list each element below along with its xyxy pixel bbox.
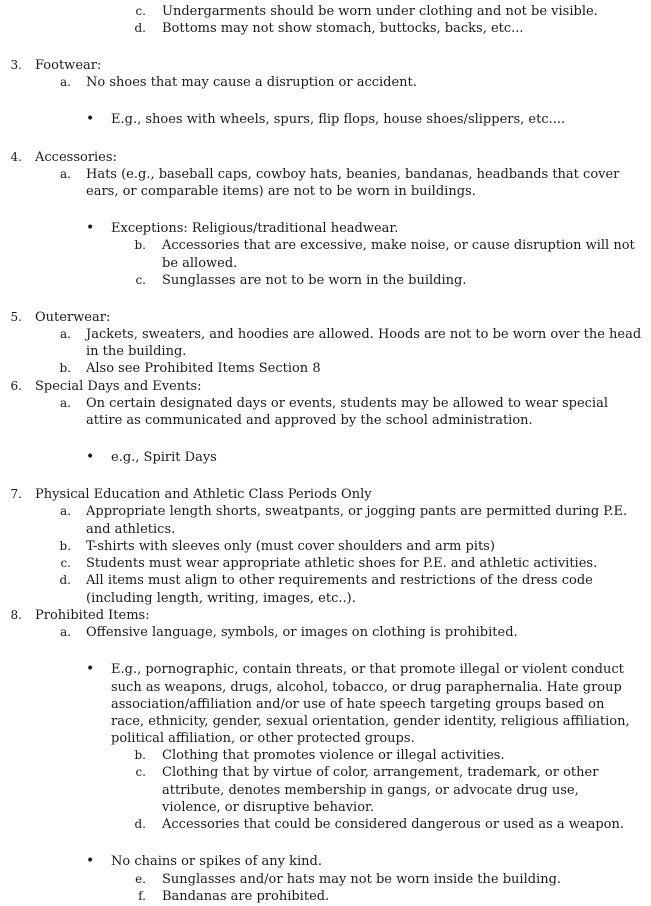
list-item-text: violence, or disruptive behavior.	[162, 800, 374, 815]
list-marker: e.	[135, 872, 146, 886]
list-item-text: be allowed.	[162, 256, 238, 271]
list-item-text: Jackets, sweaters, and hoodies are allowed. Hoods are not to be worn over the head	[86, 327, 642, 342]
list-item-text: Also see Prohibited Items Section 8	[86, 361, 321, 376]
list-item-text: Accessories that are excessive, make noise, or cause disruption will not	[162, 238, 635, 253]
list-item-text: On certain designated days or events, students may be allowed to wear special	[86, 396, 608, 411]
list-item-text: attribute, denotes membership in gangs, or advocate drug use,	[162, 783, 579, 798]
bullet-text: No chains or spikes of any kind.	[111, 854, 323, 869]
list-item-text: Students must wear appropriate athletic shoes for P.E. and athletic activities.	[86, 556, 598, 571]
list-marker: a.	[60, 327, 71, 341]
bullet-icon: •	[86, 449, 95, 465]
list-marker: b.	[134, 238, 146, 252]
list-item-text: Bandanas are prohibited.	[162, 889, 330, 904]
list-item-text: All items must align to other requirements and restrictions of the dress code	[86, 573, 593, 588]
section-heading: Special Days and Events:	[35, 379, 202, 394]
list-item-text: attire as communicated and approved by the school administration.	[86, 413, 533, 428]
section-number: 3.	[10, 58, 22, 72]
bullet-text: e.g., Spirit Days	[111, 450, 217, 465]
list-marker: a.	[60, 75, 71, 89]
bullet-text: Exceptions: Religious/traditional headwear.	[111, 221, 399, 236]
list-item-text: Clothing that promotes violence or illegal activities.	[162, 748, 505, 763]
section-heading: Physical Education and Athletic Class Periods Only	[35, 487, 372, 502]
section-number: 5.	[10, 310, 22, 324]
bullet-icon: •	[86, 661, 95, 677]
list-marker: d.	[59, 573, 71, 587]
list-marker: a.	[60, 167, 71, 181]
bullet-icon: •	[86, 853, 95, 869]
bullet-text: E.g., pornographic, contain threats, or that promote illegal or violent conduct	[111, 662, 624, 677]
list-marker: d.	[134, 21, 146, 35]
list-marker: c.	[135, 765, 146, 779]
list-item-text: (including length, writing, images, etc..).	[86, 591, 356, 606]
section-heading: Footwear:	[35, 58, 102, 73]
list-item-text: Hats (e.g., baseball caps, cowboy hats, beanies, bandanas, headbands that cover	[86, 167, 620, 182]
section-heading: Prohibited Items:	[35, 608, 150, 623]
bullet-icon: •	[86, 220, 95, 236]
list-marker: a.	[60, 504, 71, 518]
list-marker: a.	[60, 396, 71, 410]
list-item-text: Accessories that could be considered dangerous or used as a weapon.	[162, 817, 625, 832]
list-marker: b.	[59, 539, 71, 553]
list-item-text: and athletics.	[86, 522, 176, 537]
list-marker: f.	[138, 889, 146, 903]
list-item-text: T-shirts with sleeves only (must cover shoulders and arm pits)	[86, 539, 495, 554]
bullet-text: association/affiliation and/or use of hate speech targeting groups based on	[111, 697, 605, 712]
list-marker: a.	[60, 625, 71, 639]
section-heading: Accessories:	[35, 150, 117, 165]
bullet-text: such as weapons, drugs, alcohol, tobacco, or drug paraphernalia. Hate group	[111, 680, 622, 695]
bullet-icon: •	[86, 111, 95, 127]
bullet-text: political affiliation, or other protected groups.	[111, 731, 415, 746]
section-number: 6.	[10, 379, 22, 393]
list-marker: c.	[135, 273, 146, 287]
list-item-text: Clothing that by virtue of color, arrangement, trademark, or other	[162, 765, 599, 780]
list-item-text: ears, or comparable items) are not to be worn in buildings.	[86, 184, 476, 199]
list-marker: b.	[134, 748, 146, 762]
bullet-text: race, ethnicity, gender, sexual orientation, gender identity, religious affiliation,	[111, 714, 630, 729]
section-number: 7.	[10, 487, 22, 501]
list-item-text: Bottoms may not show stomach, buttocks, backs, etc...	[162, 21, 524, 36]
list-item-text: in the building.	[86, 344, 187, 359]
list-item-text: Sunglasses and/or hats may not be worn inside the building.	[162, 872, 562, 887]
list-item-text: Sunglasses are not to be worn in the building.	[162, 273, 467, 288]
section-heading: Outerwear:	[35, 310, 111, 325]
list-marker: c.	[135, 4, 146, 18]
list-item-text: Offensive language, symbols, or images on clothing is prohibited.	[86, 625, 518, 640]
list-marker: d.	[134, 817, 146, 831]
list-item-text: Undergarments should be worn under clothing and not be visible.	[162, 4, 598, 19]
list-item-text: No shoes that may cause a disruption or accident.	[86, 75, 417, 90]
list-marker: b.	[59, 361, 71, 375]
list-item-text: Appropriate length shorts, sweatpants, or jogging pants are permitted during P.E.	[86, 504, 628, 519]
list-marker: c.	[60, 556, 71, 570]
section-number: 8.	[10, 608, 22, 622]
section-number: 4.	[10, 150, 22, 164]
bullet-text: E.g., shoes with wheels, spurs, flip flops, house shoes/slippers, etc....	[111, 112, 566, 127]
